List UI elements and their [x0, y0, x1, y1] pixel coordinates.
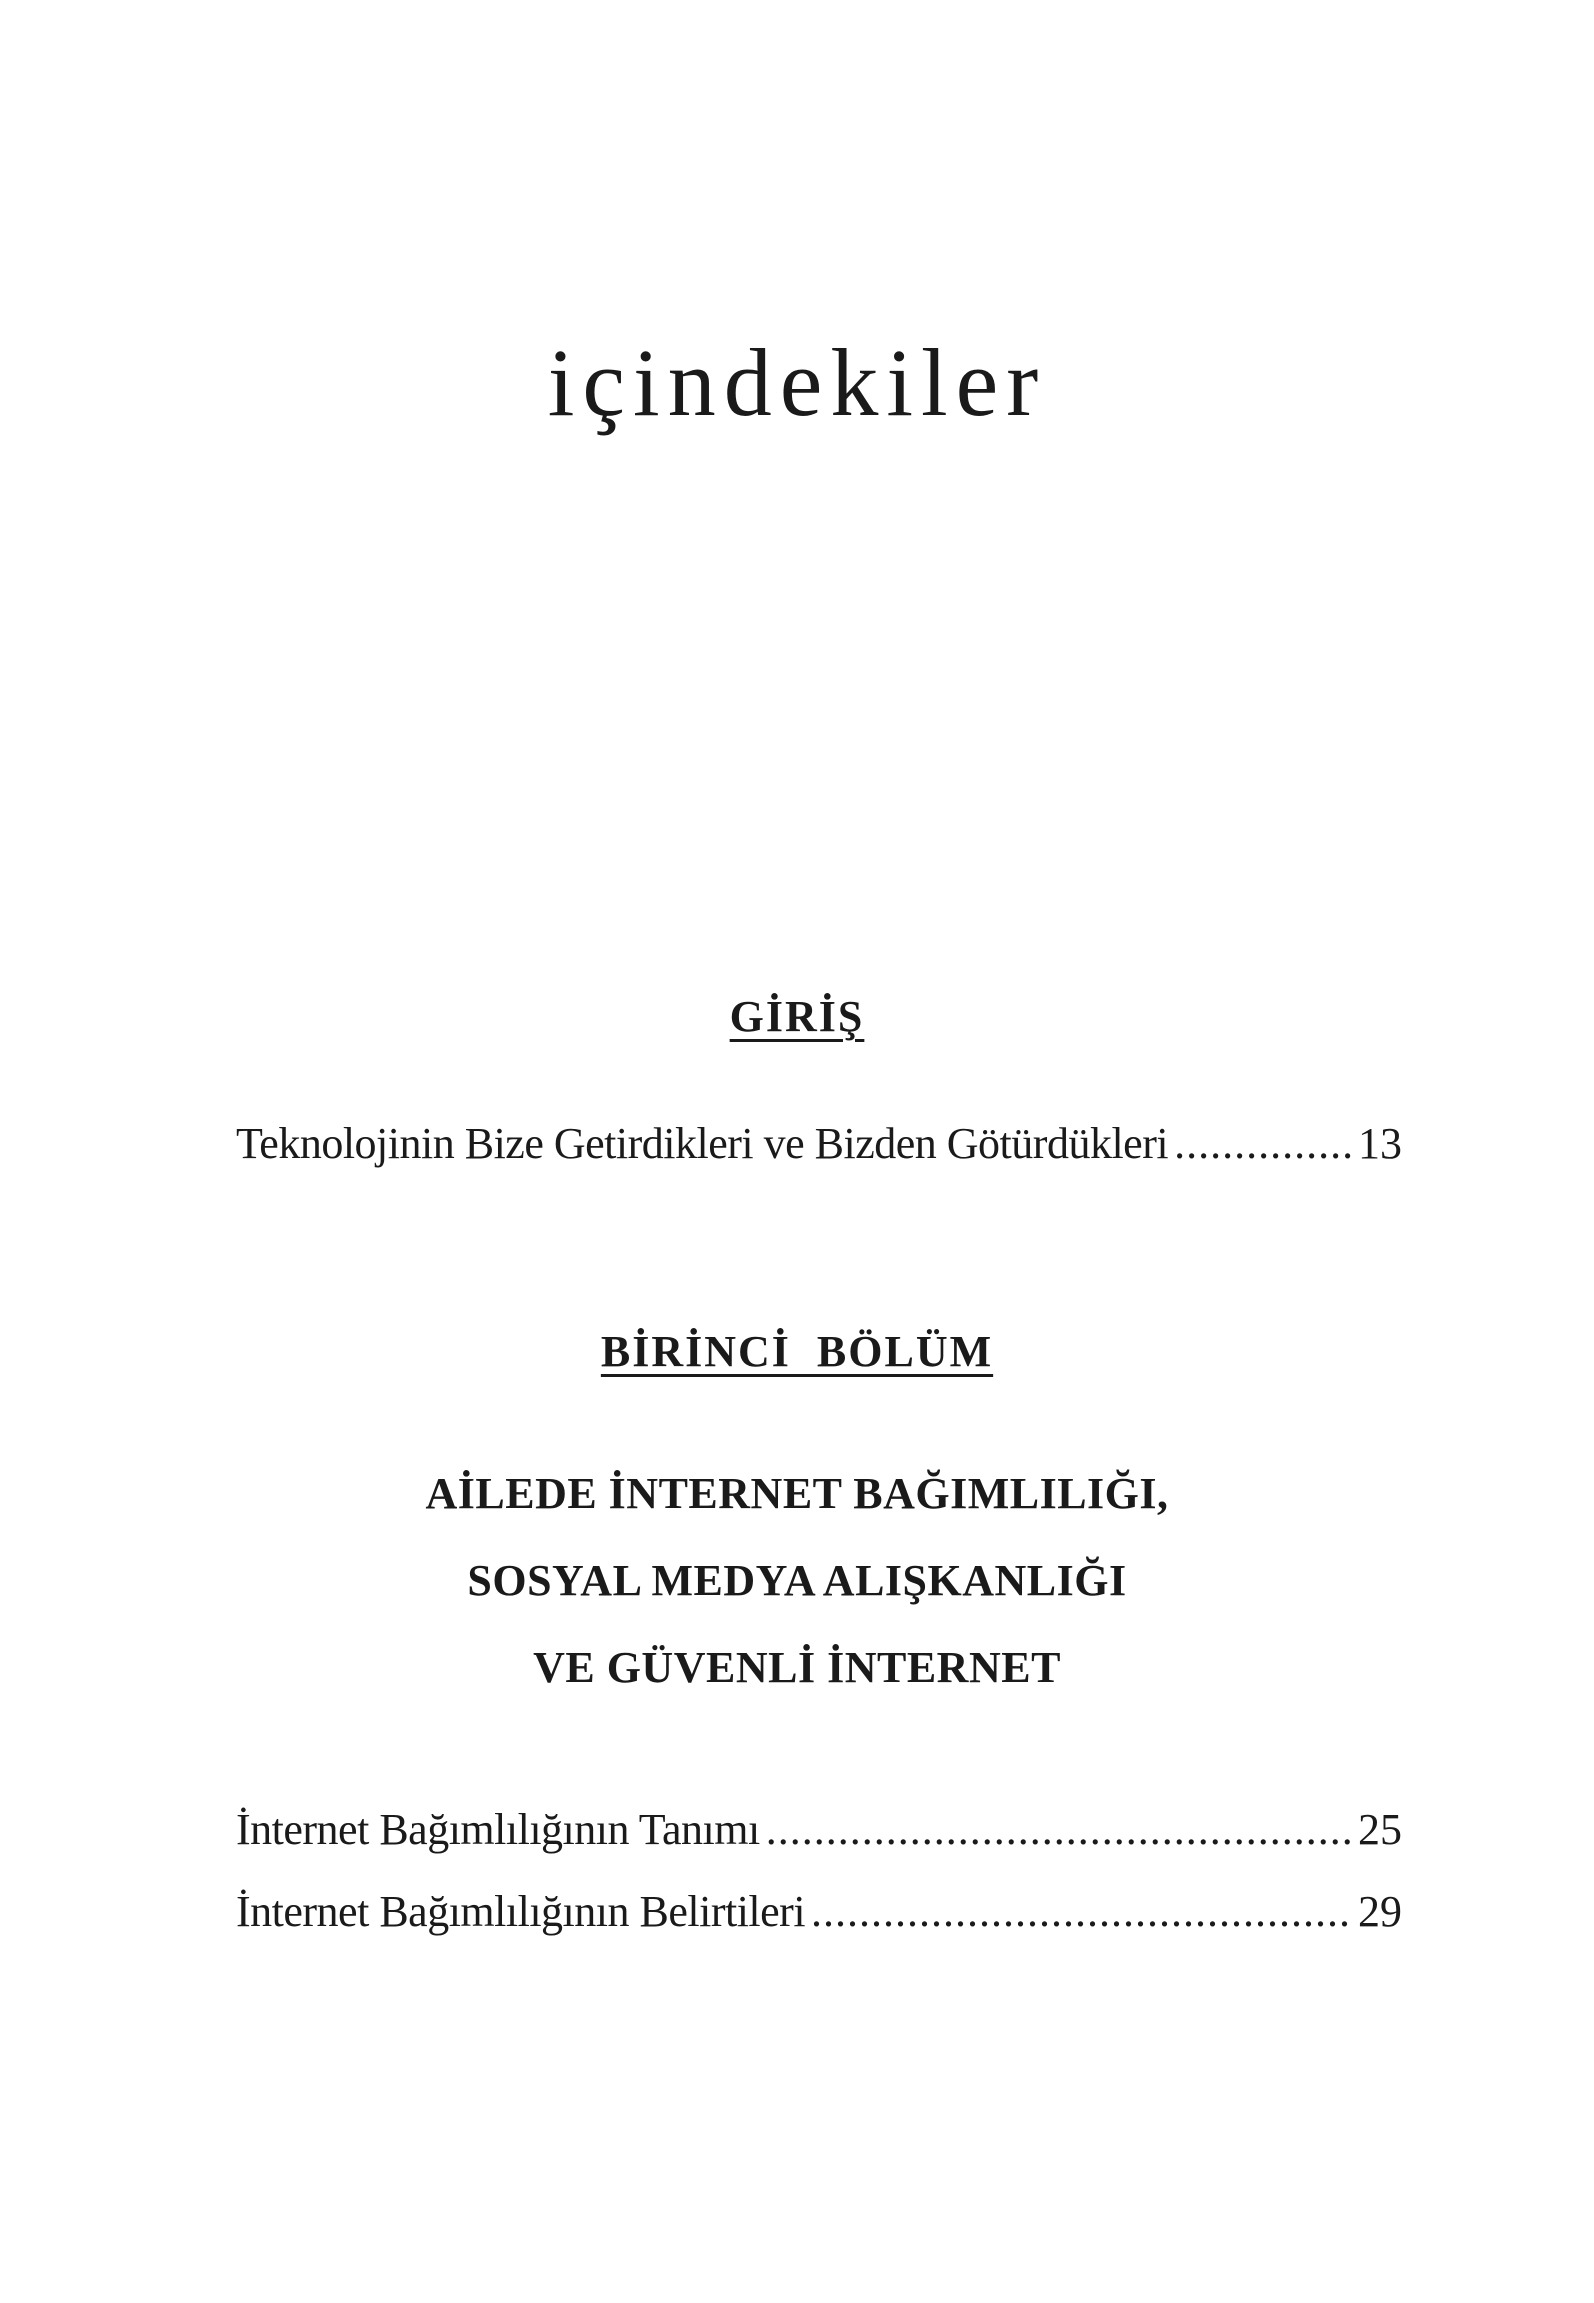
toc-entry-intro[interactable] — [236, 1119, 1402, 1168]
intro-heading: GİRİŞ — [729, 992, 865, 1041]
toc-entry-page-number: 29 — [1358, 1887, 1402, 1936]
toc-entry-page-number: 13 — [1358, 1119, 1402, 1168]
dot-leader — [811, 1890, 1352, 1934]
toc-entry-title: İnternet Bağımlılığının Tanımı — [236, 1805, 760, 1854]
part-one-title-line: VE GÜVENLİ İNTERNET — [533, 1643, 1061, 1692]
toc-entry-definition[interactable] — [236, 1805, 1402, 1854]
part-one-title — [0, 1450, 1594, 1711]
page-title: içindekiler — [547, 329, 1047, 436]
toc-entry-page-number: 25 — [1358, 1805, 1402, 1854]
part-one-heading: BİRİNCİ BÖLÜM — [600, 1327, 994, 1376]
toc-entry-title: İnternet Bağımlılığının Belirtileri — [236, 1887, 806, 1936]
dot-leader — [1174, 1122, 1352, 1166]
toc-entry-title: Teknolojinin Bize Getirdikleri ve Bizden Götürdükleri — [236, 1119, 1169, 1168]
part-one-title-line: SOSYAL MEDYA ALIŞKANLIĞI — [467, 1556, 1127, 1605]
dot-leader — [766, 1808, 1352, 1852]
toc-entry-symptoms[interactable] — [236, 1887, 1402, 1936]
part-one-title-line: AİLEDE İNTERNET BAĞIMLILIĞI, — [425, 1469, 1169, 1518]
